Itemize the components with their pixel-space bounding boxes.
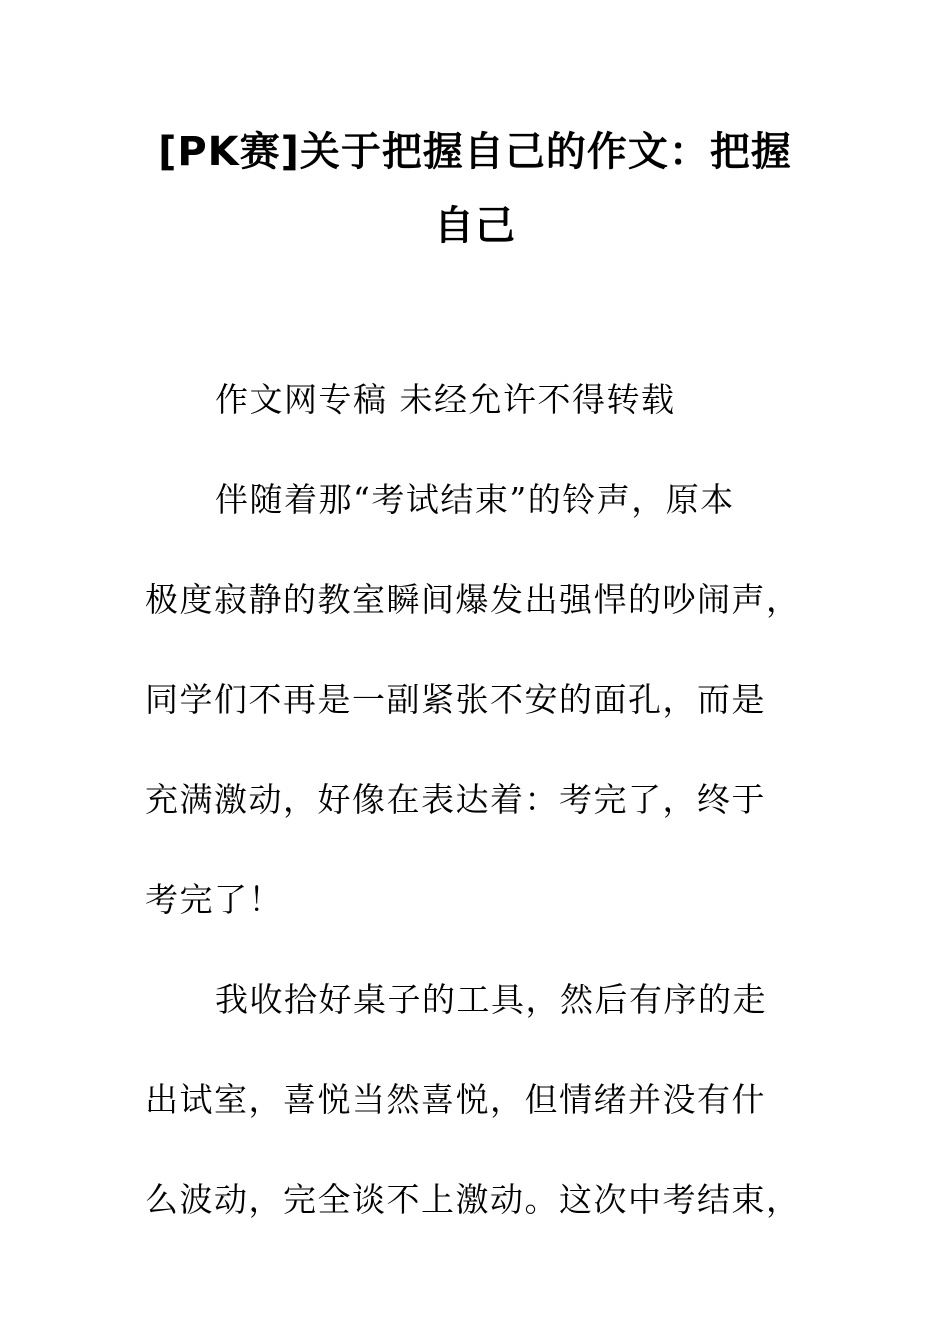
document-title-line-1: [PK赛]关于把握自己的作文：把握 [158,129,792,175]
paragraph-1-line-3: 同学们不再是一副紧张不安的面孔，而是 [145,680,766,719]
paragraph-2-line-1: 我收拾好桌子的工具，然后有序的走 [215,980,767,1019]
source-note: 作文网专稿 未经允许不得转载 [215,380,676,419]
document-title-line-2: 自己 [434,203,516,249]
paragraph-1-line-5: 考完了！ [145,880,283,919]
paragraph-1-line-4: 充满激动，好像在表达着：考完了，终于 [145,780,766,819]
paragraph-2-line-3: 么波动，完全谈不上激动。这次中考结束， [145,1180,801,1219]
paragraph-2-line-2: 出试室，喜悦当然喜悦，但情绪并没有什 [145,1080,766,1119]
paragraph-1-line-1: 伴随着那“考试结束”的铃声，原本 [215,480,735,519]
paragraph-1-line-2: 极度寂静的教室瞬间爆发出强悍的吵闹声， [145,580,801,619]
